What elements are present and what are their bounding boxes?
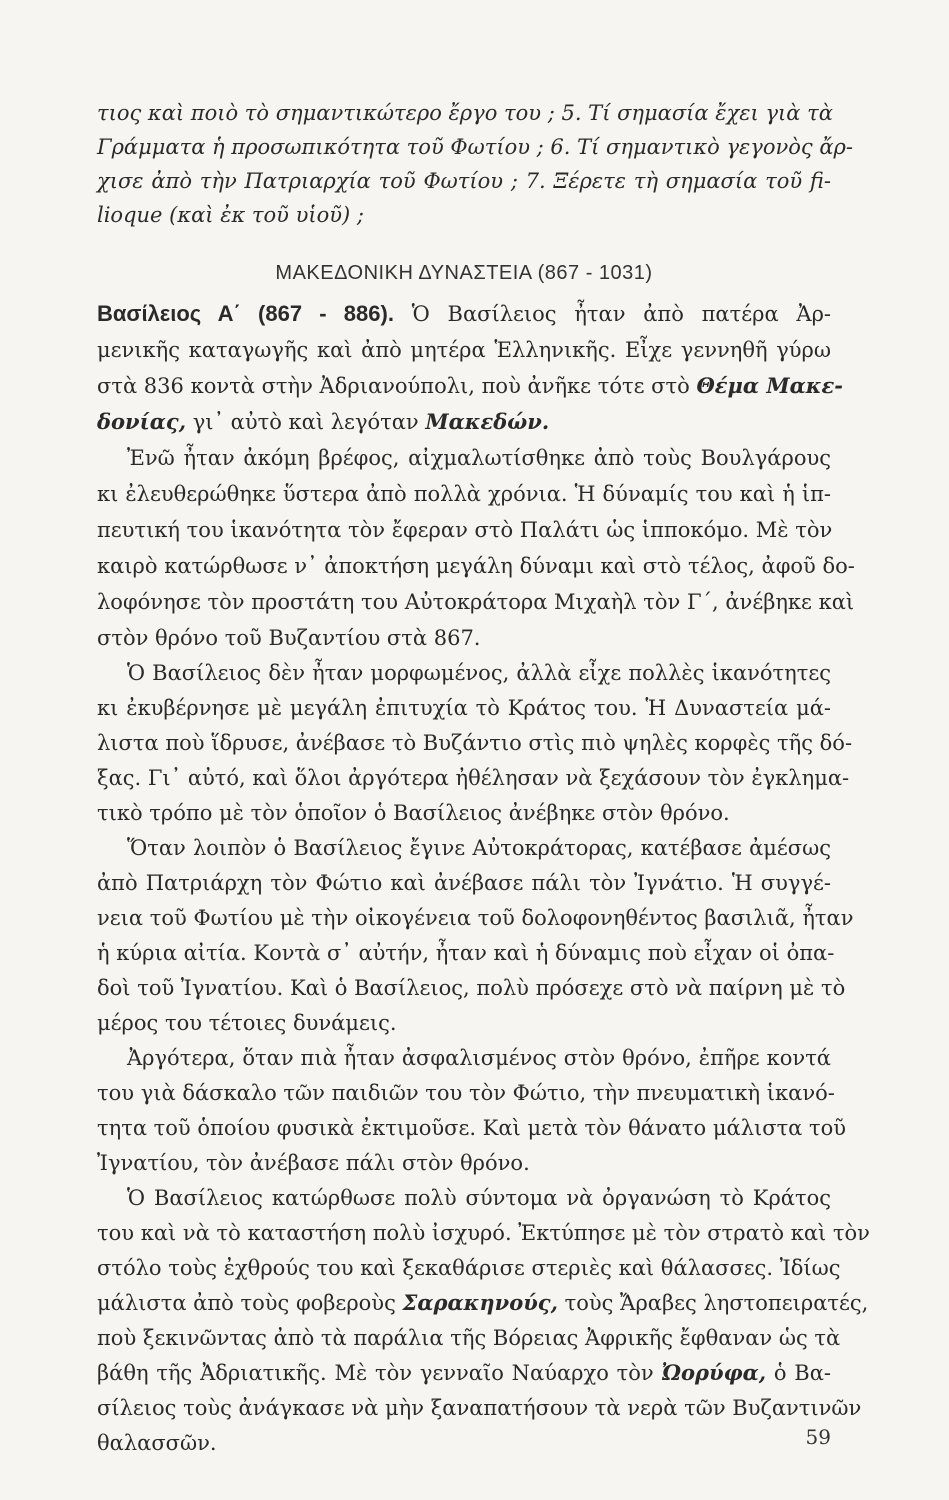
paragraph-line: καιρὸ κατώρθωσε ν᾽ ἀποκτήση μεγάλη δύναμι καὶ στὸ τέλος, ἀφοῦ δο- <box>97 554 855 578</box>
line-text: στὰ 836 κοντὰ στὴν Ἀδριανούπολι, ποὺ ἀνῆκε τότε στὸ <box>97 374 697 398</box>
paragraph-line: Ἀργότερα, ὅταν πιὰ ἦταν ἀσφαλισμένος στὸν θρόνο, ἐπῆρε κοντά <box>127 1046 831 1070</box>
paragraph-line: λοφόνησε τὸν προστάτη του Αὐτοκράτορα Μιχαὴλ τὸν Γ΄, ἀνέβηκε καὶ <box>97 590 855 614</box>
line-text: ὁ Βα- <box>766 1361 831 1385</box>
theme-term: Θέμα Μακε- <box>696 373 843 398</box>
theme-term-end: δονίας, <box>97 409 187 434</box>
paragraph-line: νεια τοῦ Φωτίου μὲ τὴν οἰκογένεια τοῦ δολοφονηθέντος βασιλιᾶ, ἦταν <box>97 906 854 930</box>
intro-line-3: χισε ἀπὸ τὴν Πατριαρχία τοῦ Φωτίου ; 7. Ξέρετε τὴ σημασία τοῦ fi- <box>97 169 831 193</box>
paragraph-line: Ἐνῶ ἦταν ἀκόμη βρέφος, αἰχμαλωτίσθηκε ἀπὸ τοὺς Βουλγάρους <box>127 446 831 470</box>
epithet-term: Μακεδών. <box>425 409 550 434</box>
paragraph-line: δοὶ τοῦ Ἰγνατίου. Καὶ ὁ Βασίλειος, πολὺ πρόσεχε στὸ νὰ παίρνη μὲ τὸ <box>97 976 846 1000</box>
paragraph-line: τικὸ τρόπο μὲ τὸν ὁποῖον ὁ Βασίλειος ἀνέβηκε στὸν θρόνο. <box>97 801 730 825</box>
paragraph-line: του καὶ νὰ τὸ καταστήση πολὺ ἰσχυρό. Ἐκτύπησε μὲ τὸν στρατὸ καὶ τὸν <box>97 1221 870 1245</box>
paragraph-line: σίλειος τοὺς ἀνάγκασε νὰ μὴν ξαναπατήσουν τὰ νερὰ τῶν Βυζαντινῶν <box>97 1396 862 1420</box>
paragraph-line: θαλασσῶν. <box>97 1431 217 1455</box>
paragraph-line <box>97 405 831 439</box>
saracens-term: Σαρακηνούς, <box>402 1290 558 1315</box>
paragraph-line: Ὁ Βασίλειος δὲν ἦταν μορφωμένος, ἀλλὰ εἶχε πολλὲς ἱκανότητες <box>127 661 831 685</box>
paragraph-line <box>97 1356 831 1390</box>
paragraph-line: Ὁ Βασίλειος κατώρθωσε πολὺ σύντομα νὰ ὀργανώση τὸ Κράτος <box>127 1186 831 1210</box>
paragraph-line: κι ἐλευθερώθηκε ὕστερα ἀπὸ πολλὰ χρόνια. Ἡ δύναμίς του καὶ ἡ ἱπ- <box>97 482 831 506</box>
intro-line-4: lioque (καὶ ἐκ τοῦ υἱοῦ) ; <box>97 203 364 227</box>
paragraph-line: ποὺ ξεκινῶντας ἀπὸ τὰ παράλια τῆς Βόρειας Ἀφρικῆς ἔφθαναν ὡς τὰ <box>97 1326 841 1350</box>
paragraph-line: ξας. Γι᾽ αὐτό, καὶ ὅλοι ἀργότερα ἠθέλησαν νὰ ξεχάσουν τὸν ἐγκλημα- <box>97 766 850 790</box>
intro-line-2: Γράμματα ἡ προσωπικότητα τοῦ Φωτίου ; 6. Τί σημαντικὸ γεγονὸς ἄρ- <box>97 135 853 159</box>
paragraph-line: ἡ κύρια αἰτία. Κοντὰ σ᾽ αὐτήν, ἦταν καὶ ἡ δύναμις ποὺ εἶχαν οἱ ὀπα- <box>97 941 835 965</box>
line-text: γι᾽ αὐτὸ καὶ λεγόταν <box>186 410 426 434</box>
paragraph-line: στὸν θρόνο τοῦ Βυζαντίου στὰ 867. <box>97 626 481 650</box>
intro-line-1: τιος καὶ ποιὸ τὸ σημαντικώτερο ἔργο του ; 5. Τί σημασία ἔχει γιὰ τὰ <box>97 101 833 125</box>
ruler-first-line-text: Ὁ Βασίλειος ἦταν ἀπὸ πατέρα Ἀρ- <box>393 302 832 326</box>
ruler-heading: Βασίλειος Α΄ (867 - 886). <box>97 301 394 326</box>
admiral-name: Ὠορύφα, <box>661 1360 767 1385</box>
paragraph-line: Ἰγνατίου, τὸν ἀνέβασε πάλι στὸν θρόνο. <box>97 1151 530 1175</box>
line-text: βάθη τῆς Ἀδριατικῆς. Μὲ τὸν γενναῖο Ναύαρχο τὸν <box>97 1361 662 1385</box>
page-number: 59 <box>805 1425 831 1449</box>
paragraph-line: πευτική του ἱκανότητα τὸν ἔφεραν στὸ Παλάτι ὡς ἱπποκόμο. Μὲ τὸν <box>97 518 833 542</box>
line-text: μάλιστα ἀπὸ τοὺς φοβεροὺς <box>97 1291 403 1315</box>
ruler-first-line <box>97 297 831 331</box>
paragraph-line: Ὅταν λοιπὸν ὁ Βασίλειος ἔγινε Αὐτοκράτορας, κατέβασε ἀμέσως <box>127 836 831 860</box>
paragraph-line: μέρος του τέτοιες δυνάμεις. <box>97 1011 397 1035</box>
paragraph-line: λιστα ποὺ ἵδρυσε, ἀνέβασε τὸ Βυζάντιο στὶς πιὸ ψηλὲς κορφὲς τῆς δό- <box>97 731 853 755</box>
paragraph-line: κι ἐκυβέρνησε μὲ μεγάλη ἐπιτυχία τὸ Κράτος του. Ἡ Δυναστεία μά- <box>97 696 831 720</box>
section-heading: ΜΑΚΕΔΟΝΙΚΗ ΔΥΝΑΣΤΕΙΑ (867 - 1031) <box>275 262 653 284</box>
paragraph-line <box>97 1286 869 1320</box>
paragraph-line: τητα τοῦ ὁποίου φυσικὰ ἐκτιμοῦσε. Καὶ μετὰ τὸν θάνατο μάλιστα τοῦ <box>97 1116 847 1140</box>
paragraph-line: στόλο τοὺς ἐχθρούς του καὶ ξεκαθάρισε στεριὲς καὶ θάλασσες. Ἰδίως <box>97 1256 841 1280</box>
paragraph-line <box>97 369 843 403</box>
line-text: τοὺς Ἄραβες ληστοπειρατές, <box>557 1291 869 1315</box>
paragraph-line: του γιὰ δάσκαλο τῶν παιδιῶν του τὸν Φώτιο, τὴν πνευματικὴ ἱκανό- <box>97 1081 835 1105</box>
paragraph-line: μενικῆς καταγωγῆς καὶ ἀπὸ μητέρα Ἑλληνικῆς. Εἶχε γεννηθῆ γύρω <box>97 338 831 362</box>
paragraph-line: ἀπὸ Πατριάρχη τὸν Φώτιο καὶ ἀνέβασε πάλι τὸν Ἰγνάτιο. Ἡ συγγέ- <box>97 871 831 895</box>
